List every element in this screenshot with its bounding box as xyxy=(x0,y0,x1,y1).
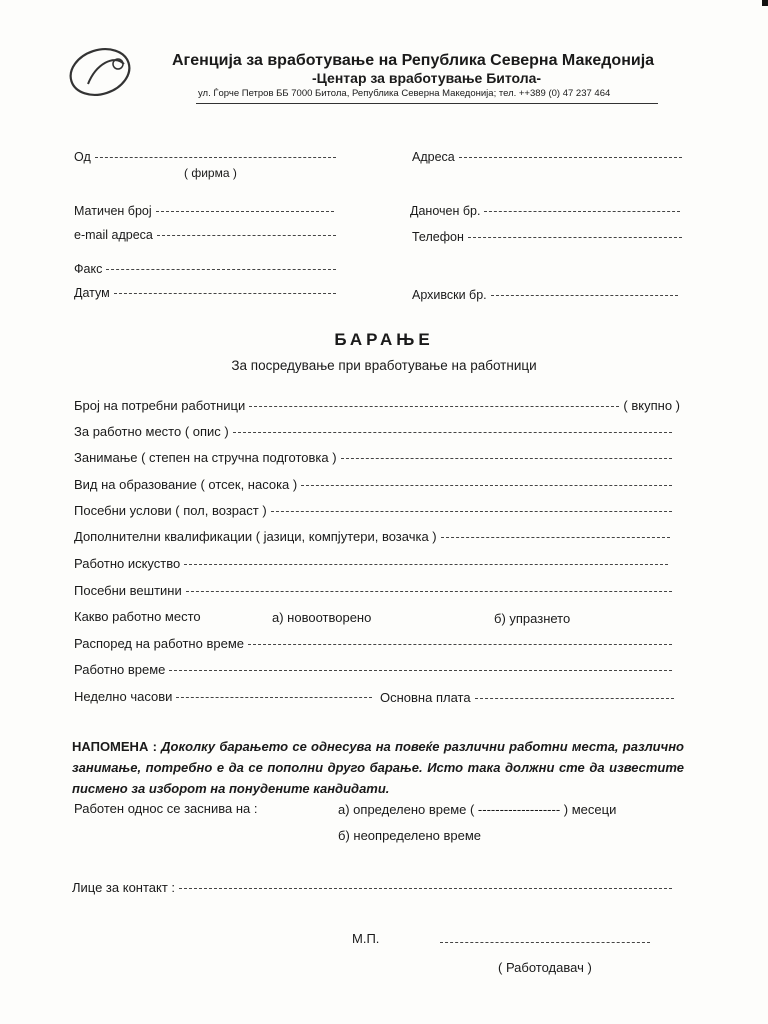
base-salary-line xyxy=(475,698,674,699)
workers-needed-line xyxy=(249,406,619,407)
agency-address: ул. Ѓорче Петров ББ 7000 Битола, Република Северна Македонија; тел. ++389 (0) 47 237 464 xyxy=(198,88,611,99)
work-hours-label: Работно време xyxy=(74,662,166,677)
address-label: Адреса xyxy=(412,150,455,164)
work-hours-line xyxy=(169,670,672,671)
weekly-hours-line xyxy=(176,697,372,698)
occupation-label: Занимање ( степен на стручна подготовка ) xyxy=(74,450,337,465)
fax-label: Факс xyxy=(74,262,103,276)
phone-line xyxy=(468,237,682,238)
position-label: За работно место ( опис ) xyxy=(74,424,229,439)
occupation-field[interactable] xyxy=(74,450,676,465)
scan-edge-mark xyxy=(762,0,768,6)
contact-field[interactable] xyxy=(72,880,676,895)
experience-line xyxy=(184,564,668,565)
tax-no-field[interactable] xyxy=(410,204,680,218)
employer-label: ( Работодавач ) xyxy=(498,960,592,975)
education-line xyxy=(301,485,672,486)
date-label: Датум xyxy=(74,286,110,300)
base-salary-field[interactable] xyxy=(380,690,678,705)
schedule-field[interactable] xyxy=(74,636,676,651)
from-field[interactable] xyxy=(74,150,336,164)
center-name: -Центар за вработување Битола- xyxy=(312,70,542,86)
extra-qualifications-label: Дополнителни квалификации ( јазици, компјутери, возачка ) xyxy=(74,529,437,544)
reg-no-field[interactable] xyxy=(74,204,334,218)
fax-field[interactable] xyxy=(74,262,336,276)
experience-label: Работно искуство xyxy=(74,556,181,571)
date-line xyxy=(114,293,336,294)
special-conditions-label: Посебни услови ( пол, возраст ) xyxy=(74,503,267,518)
extra-qualifications-field[interactable] xyxy=(74,529,674,544)
email-field[interactable] xyxy=(74,228,336,242)
archive-no-label: Архивски бр. xyxy=(412,288,487,302)
contact-line xyxy=(179,888,672,889)
reg-no-label: Матичен број xyxy=(74,204,152,218)
skills-line xyxy=(186,591,672,592)
archive-no-line xyxy=(491,295,678,296)
workers-needed-label: Број на потребни работници xyxy=(74,398,246,413)
special-conditions-field[interactable] xyxy=(74,503,676,518)
work-hours-field[interactable] xyxy=(74,662,676,677)
note-head: НАПОМЕНА : xyxy=(72,739,157,754)
position-field[interactable] xyxy=(74,424,676,439)
from-line xyxy=(95,157,336,158)
address-line xyxy=(459,157,682,158)
agency-logo xyxy=(66,44,138,100)
note-text: Доколку барањето се однесува на повеќе различни работни места, различно занимање, потребно е да се пополни друго барање. Исто така должни сте да известите писмено за изборот на понудените кандидати. xyxy=(72,739,684,796)
education-label: Вид на образование ( отсек, насока ) xyxy=(74,477,298,492)
employment-fixed-option[interactable]: а) определено време ( ------------------- ) месеци xyxy=(338,802,617,817)
document-subtitle: За посредување при вработување на работници xyxy=(231,358,537,373)
option-vacant[interactable]: б) упразнето xyxy=(494,611,571,626)
email-label: e-mail адреса xyxy=(74,228,153,242)
fax-line xyxy=(106,269,336,270)
special-conditions-line xyxy=(271,511,672,512)
date-field[interactable] xyxy=(74,286,336,300)
employment-indefinite-option[interactable]: б) неопределено време xyxy=(338,828,481,843)
schedule-line xyxy=(248,644,672,645)
agency-name: Агенција за вработување на Република Северна Македонија xyxy=(172,52,655,69)
tax-no-line xyxy=(484,211,680,212)
document-title: БАРАЊЕ xyxy=(334,330,434,349)
occupation-line xyxy=(341,458,672,459)
seal-label: М.П. xyxy=(352,931,380,946)
weekly-hours-label: Неделно часови xyxy=(74,689,173,704)
address-field[interactable] xyxy=(412,150,682,164)
phone-field[interactable] xyxy=(412,230,682,244)
workers-needed-field[interactable] xyxy=(74,398,680,413)
note-block xyxy=(72,736,684,799)
reg-no-line xyxy=(156,211,334,212)
weekly-hours-field[interactable] xyxy=(74,689,376,704)
archive-no-field[interactable] xyxy=(412,288,678,302)
email-line xyxy=(157,235,336,236)
base-salary-label: Основна плата xyxy=(380,690,471,705)
from-label: Од xyxy=(74,150,91,164)
header-divider xyxy=(196,103,658,104)
schedule-label: Распоред на работно време xyxy=(74,636,244,651)
experience-field[interactable] xyxy=(74,556,672,571)
position-line xyxy=(233,432,672,433)
phone-label: Телефон xyxy=(412,230,464,244)
signature-line[interactable] xyxy=(440,942,650,943)
employment-label: Работен однос се заснива на : xyxy=(74,801,258,816)
contact-label: Лице за контакт : xyxy=(72,880,176,895)
tax-no-label: Даночен бр. xyxy=(410,204,481,218)
total-label: ( вкупно ) xyxy=(623,398,680,413)
skills-field[interactable] xyxy=(74,583,676,598)
option-new[interactable]: а) новоотворено xyxy=(272,610,372,625)
firma-label: ( фирма ) xyxy=(184,166,237,180)
skills-label: Посебни вештини xyxy=(74,583,182,598)
position-type-label: Какво работно место xyxy=(74,609,201,624)
education-field[interactable] xyxy=(74,477,676,492)
extra-qualifications-line xyxy=(441,537,670,538)
